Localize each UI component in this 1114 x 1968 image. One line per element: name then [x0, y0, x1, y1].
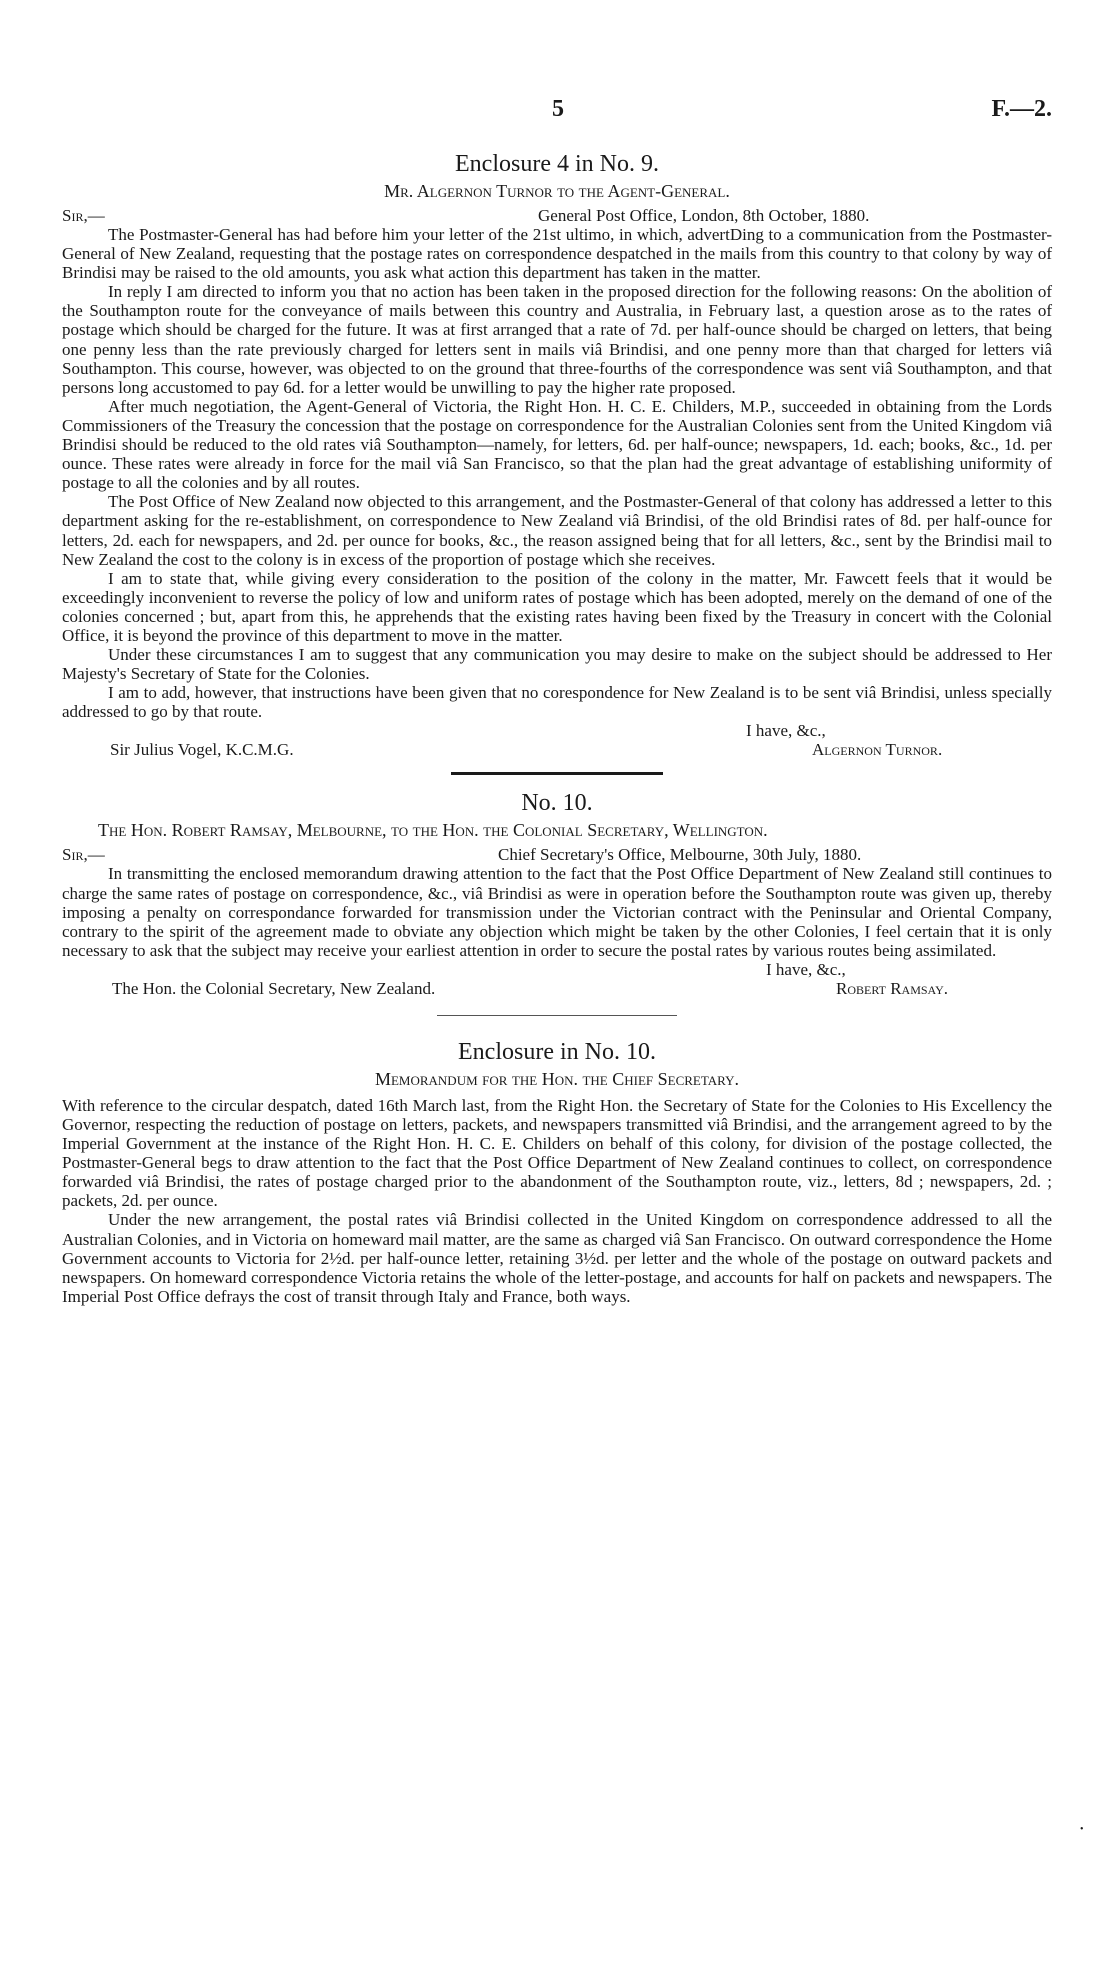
section-subtitle: Memorandum for the Hon. the Chief Secretary.	[374, 1068, 740, 1089]
salutation: Sir,—	[62, 206, 105, 225]
paragraph: I am to state that, while giving every consideration to the position of the colony in the matter, Mr. Fawcett feels that it would be exceedingly inconvenient to reverse the policy of low and uniform rates of postage which has been adopted, merely on the demand of one of the colonies concerned ; but, apart from this, he apprehends that the existing rates having been fixed by the Treasury in concert with the Colonial Office, it is beyond the province of this department to move in the matter.	[62, 568, 1052, 645]
paragraph: In reply I am directed to inform you that no action has been taken in the proposed direction for the following reasons: On the abolition of the Southampton route for the conveyance of mails between this country and Australia, in February last, a question arose as to the rates of postage which should be charged for the future. It was at first arranged that a rate of 7d. per half-ounce should be charged on letters, that being one penny less than the rate previously charged for letters sent in mails viâ Brindisi, and one penny more than that charged for letters viâ Southampton. This course, however, was objected to on the ground that three-fourths of the correspondence was sent viâ Southampton, and that persons long accustomed to pay 6d. for a letter would be unwilling to pay the higher rate proposed.	[62, 282, 1052, 397]
addressee: The Hon. the Colonial Secretary, New Zealand.	[112, 978, 436, 998]
page-mark: •	[1080, 1824, 1084, 1835]
section-divider	[437, 1015, 677, 1016]
enclosure-4-section	[62, 150, 1052, 775]
dateline	[62, 206, 1052, 225]
page-header	[62, 96, 1052, 132]
section-title: Enclosure in No. 10.	[458, 1038, 656, 1065]
letter-close	[62, 721, 1052, 762]
paragraph: The Postmaster-General has had before him your letter of the 21st ultimo, in which, advertDing to a communication from the Postmaster-General of New Zealand, requesting that the postage rates on correspondence despatched in the mails from this country to that colony by way of Brindisi may be raised to the old amounts, you ask what action this department has taken in the matter.	[62, 225, 1052, 283]
section-subtitle: The Hon. Robert Ramsay, Melbourne, to the Hon. the Colonial Secretary, Wellington.	[98, 820, 768, 841]
letter-date: General Post Office, London, 8th October, 1880.	[538, 206, 870, 225]
document-page	[62, 96, 1052, 1306]
section-subtitle: Mr. Algernon Turnor to the Agent-General.	[384, 181, 730, 201]
salutation: Sir,—	[62, 845, 105, 865]
dateline	[62, 845, 1052, 864]
paragraph: Under the new arrangement, the postal rates viâ Brindisi collected in the United Kingdom on correspondence addressed to all the Australian Colonies, and in Victoria on homeward mail matter, are the same as charged viâ San Francisco. On outward correspondence the Home Government accounts to Victoria for 2½d. per half-ounce letter, retaining 3½d. per letter and the whole of the postage on outward packets and newspapers. On homeward correspondence Victoria retains the whole of the letter-postage, and accounts for half on packets and newspapers. The Imperial Post Office defrays the cost of transit through Italy and France, both ways.	[62, 1210, 1052, 1306]
paragraph: In transmitting the enclosed memorandum drawing attention to the fact that the Post Office Department of New Zealand still continues to charge the same rates of postage on correspondence, &c., viâ Brindisi as were in operation before the Southampton route was given up, thereby imposing a penalty on correspondance forwarded for transmission under the Victorian contract with the Peninsular and Oriental Company, contrary to the spirit of the agreement made to obviate any objection which might be taken by the other Colonies, I feel certain that it is only necessary to ask that the subject may receive your earliest attention in order to secure the postal rates by various routes being assimilated.	[62, 864, 1052, 960]
paragraph: With reference to the circular despatch, dated 16th March last, from the Right Hon. the Secretary of State for the Colonies to His Excellency the Governor, respecting the reduction of postage on letters, packets, and newspapers transmitted viâ Brindisi, and the arrangement agreed to by the Imperial Government at the instance of the Right Hon. H. C. E. Childers on behalf of this colony, for division of the postage collected, the Postmaster-General begs to draw attention to the fact that the Post Office Department of New Zealand continues to collect, on correspondence forwarded viâ Brindisi, the rates of postage charged prior to the abandonment of the Southampton route, viz., letters, 8d ; newspapers, 2d. ; packets, 2d. per ounce.	[62, 1095, 1052, 1211]
addressee: Sir Julius Vogel, K.C.M.G.	[110, 740, 294, 760]
paragraph: The Post Office of New Zealand now objected to this arrangement, and the Postmaster-General of that colony has addressed a letter to this department asking for the re-establishment, on correspondence to New Zealand viâ Brindisi, of the old Brindisi rates of 8d. per half-ounce for letters, 2d. each for newspapers, and 2d. per ounce for books, &c., the reason assigned being that for all letters, &c., sent by the Brindisi mail to New Zealand the cost to the colony is in excess of the proportion of postage which she receives.	[62, 492, 1052, 569]
paragraph: After much negotiation, the Agent-General of Victoria, the Right Hon. H. C. E. Childers, M.P., succeeded in obtaining from the Lords Commissioners of the Treasury the concession that the postage on correspondence for the Australian Colonies sent from the United Kingdom viâ Brindisi should be reduced to the old rates viâ Southampton—namely, for letters, 6d. per half-ounce; newspapers, 1d. each; books, &c., 1d. per ounce. These rates were already in force for the mail viâ San Francisco, so that the plan had the great advantage of establishing uniformity of postage to all the colonies and by all routes.	[62, 396, 1052, 493]
closing: I have, &c.,	[746, 721, 826, 741]
document-reference: F.—2.	[991, 96, 1052, 122]
section-title: Enclosure 4 in No. 9.	[455, 151, 659, 177]
paragraph: Under these circumstances I am to suggest that any communication you may desire to make on the subject should be addressed to Her Majesty's Secretary of State for the Colonies.	[62, 645, 1052, 684]
enclosure-no-10-section	[62, 1038, 1052, 1306]
page-number: 5	[552, 96, 564, 122]
signature: Algernon Turnor.	[812, 740, 943, 760]
signature: Robert Ramsay.	[836, 978, 949, 998]
paragraph: I am to add, however, that instructions have been given that no corespondence for New Zealand is to be sent viâ Brindisi, unless specially addressed to go by that route.	[62, 683, 1052, 722]
no-10-section	[62, 789, 1052, 1015]
letter-close	[62, 960, 1052, 1001]
section-title: No. 10.	[521, 790, 593, 817]
section-divider	[451, 772, 663, 775]
letter-date: Chief Secretary's Office, Melbourne, 30th July, 1880.	[498, 845, 862, 865]
closing: I have, &c.,	[766, 959, 846, 979]
